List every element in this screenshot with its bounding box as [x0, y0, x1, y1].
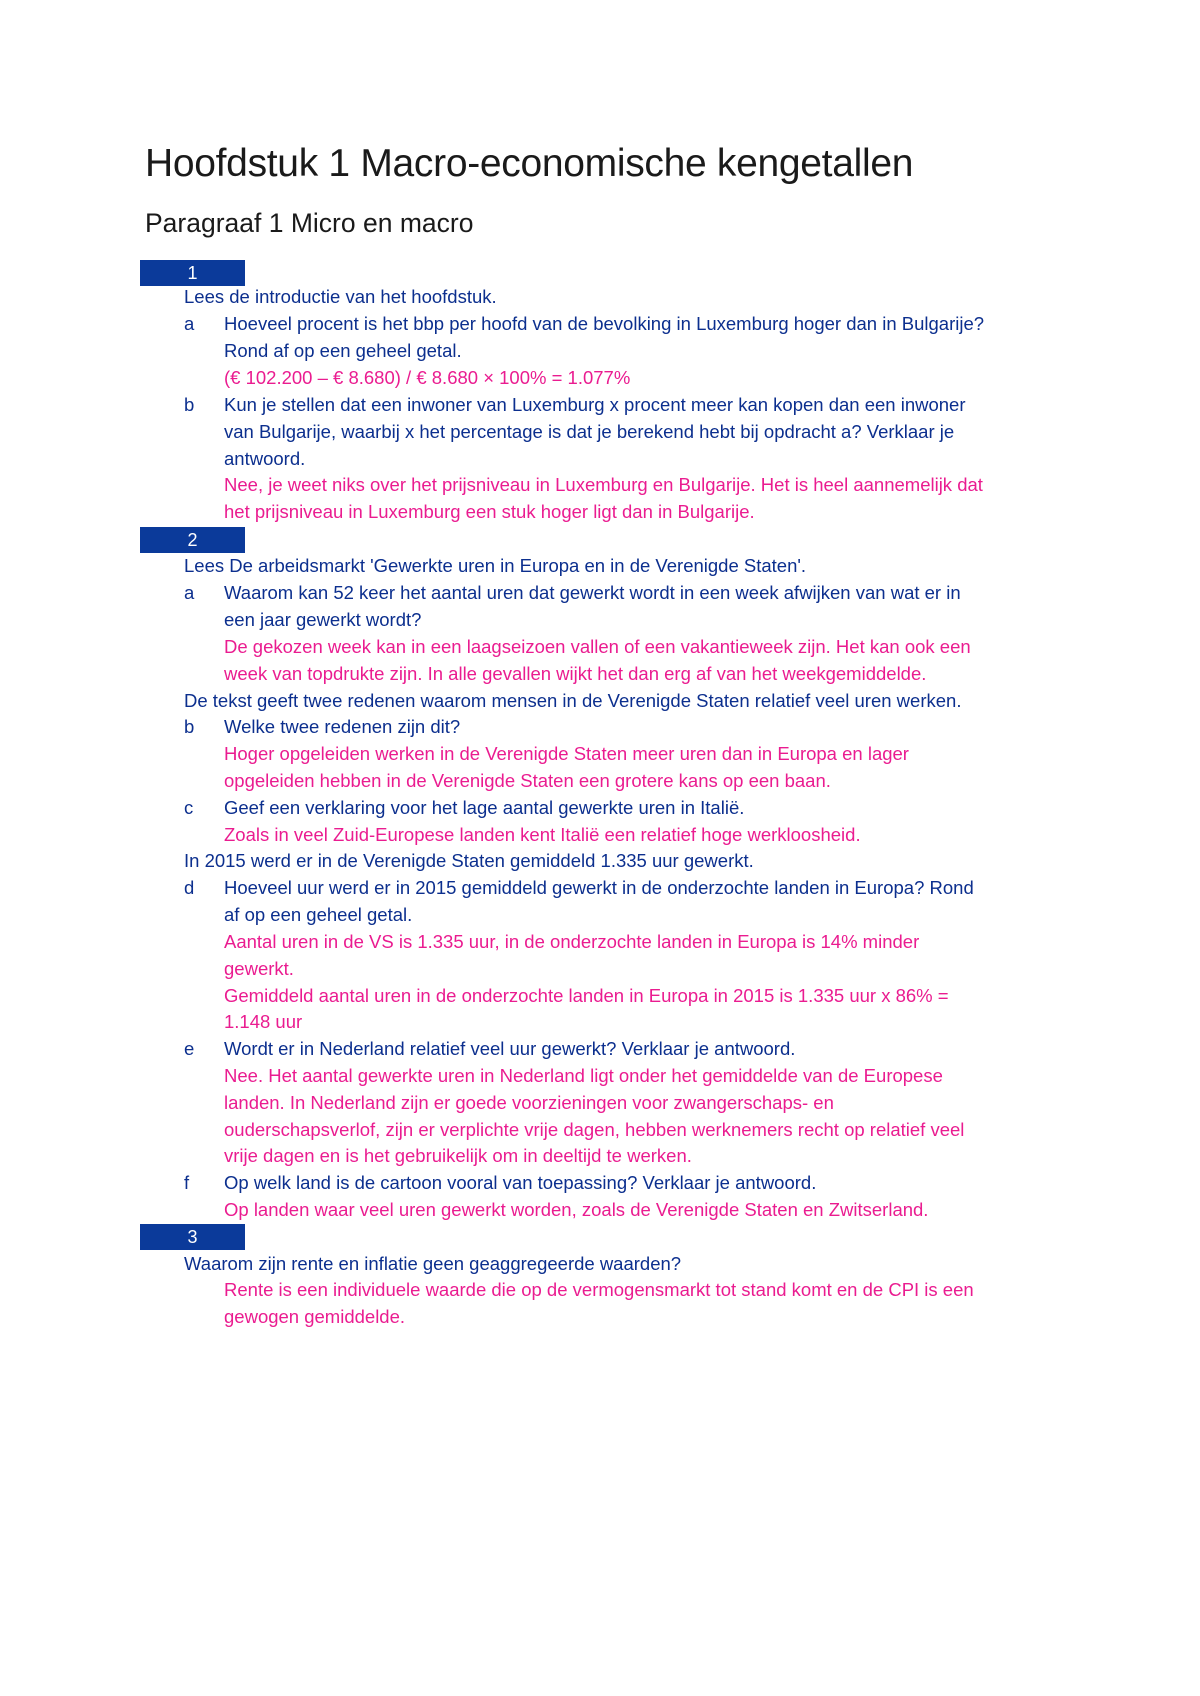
- question-text: af op een geheel getal.: [224, 904, 413, 925]
- answer-text: week van topdrukte zijn. In alle gevallen wijkt het dan erg af van het weekgemiddelde.: [224, 663, 927, 684]
- exercise-intro: Lees de introductie van het hoofdstuk.: [184, 286, 497, 307]
- answer-text: Hoger opgeleiden werken in de Verenigde Staten meer uren dan in Europa en lager: [224, 743, 909, 764]
- section-title: Paragraaf 1 Micro en macro: [145, 208, 474, 238]
- page-title: Hoofdstuk 1 Macro-economische kengetallen: [145, 142, 914, 185]
- exercise-intro: Lees De arbeidsmarkt 'Gewerkte uren in Europa en in de Verenigde Staten'.: [184, 555, 807, 576]
- answer-text: vrije dagen en is het gebruikelijk om in deeltijd te werken.: [224, 1145, 692, 1166]
- answer-text: Zoals in veel Zuid-Europese landen kent Italië een relatief hoge werkloosheid.: [224, 824, 861, 845]
- question-text: Hoeveel procent is het bbp per hoofd van de bevolking in Luxemburg hoger dan in Bulgarije?: [224, 313, 985, 334]
- exercise-number-bar: 1: [140, 260, 245, 286]
- answer-text: Aantal uren in de VS is 1.335 uur, in de onderzochte landen in Europa is 14% minder: [224, 931, 920, 952]
- answer-text: De gekozen week kan in een laagseizoen vallen of een vakantieweek zijn. Het kan ook een: [224, 636, 971, 657]
- answer-text: (€ 102.200 – € 8.680) / € 8.680 × 100% = 1.077%: [224, 367, 631, 388]
- question-label: c: [184, 797, 194, 818]
- answer-text: landen. In Nederland zijn er goede voorzieningen voor zwangerschaps- en: [224, 1092, 834, 1113]
- answer-text: Op landen waar veel uren gewerkt worden, zoals de Verenigde Staten en Zwitserland.: [224, 1199, 929, 1220]
- answer-text: 1.148 uur: [224, 1011, 303, 1032]
- question-text: Welke twee redenen zijn dit?: [224, 716, 461, 737]
- exercise-number-bar: 3: [140, 1224, 245, 1250]
- question-label: b: [184, 394, 195, 415]
- question-label: f: [184, 1172, 190, 1193]
- question-text: een jaar gewerkt wordt?: [224, 609, 422, 630]
- exercise-number-bar: 2: [140, 527, 245, 553]
- question-text: Wordt er in Nederland relatief veel uur gewerkt? Verklaar je antwoord.: [224, 1038, 796, 1059]
- question-text: Hoeveel uur werd er in 2015 gemiddeld gewerkt in de onderzochte landen in Europa? Rond: [224, 877, 974, 898]
- context-text: In 2015 werd er in de Verenigde Staten gemiddeld 1.335 uur gewerkt.: [184, 850, 754, 871]
- answer-text: gewogen gemiddelde.: [224, 1306, 406, 1327]
- question-label: d: [184, 877, 195, 898]
- answer-text: opgeleiden hebben in de Verenigde Staten een grotere kans op een baan.: [224, 770, 831, 791]
- answer-text: Nee, je weet niks over het prijsniveau in Luxemburg en Bulgarije. Het is heel aannemelijk dat: [224, 474, 983, 495]
- question-text: Op welk land is de cartoon vooral van toepassing? Verklaar je antwoord.: [224, 1172, 817, 1193]
- question-label: a: [184, 582, 195, 603]
- answer-text: Nee. Het aantal gewerkte uren in Nederland ligt onder het gemiddelde van de Europese: [224, 1065, 943, 1086]
- answer-text: het prijsniveau in Luxemburg een stuk hoger ligt dan in Bulgarije.: [224, 501, 755, 522]
- answer-text: Gemiddeld aantal uren in de onderzochte landen in Europa in 2015 is 1.335 uur x 86% =: [224, 985, 949, 1006]
- question-text: Waarom kan 52 keer het aantal uren dat gewerkt wordt in een week afwijken van wat er in: [224, 582, 961, 603]
- exercise-intro: Waarom zijn rente en inflatie geen geaggregeerde waarden?: [184, 1253, 682, 1274]
- question-text: Kun je stellen dat een inwoner van Luxemburg x procent meer kan kopen dan een inwoner: [224, 394, 966, 415]
- question-text: van Bulgarije, waarbij x het percentage is dat je berekend hebt bij opdracht a? Verklaar je: [224, 421, 955, 442]
- question-label: a: [184, 313, 195, 334]
- question-text: antwoord.: [224, 448, 306, 469]
- question-text: Geef een verklaring voor het lage aantal gewerkte uren in Italië.: [224, 797, 745, 818]
- question-label: b: [184, 716, 195, 737]
- question-text: Rond af op een geheel getal.: [224, 340, 462, 361]
- answer-text: ouderschapsverlof, zijn er verplichte vrije dagen, hebben werknemers recht op relatief veel: [224, 1119, 965, 1140]
- answer-text: gewerkt.: [224, 958, 294, 979]
- answer-text: Rente is een individuele waarde die op de vermogensmarkt tot stand komt en de CPI is een: [224, 1279, 974, 1300]
- question-label: e: [184, 1038, 195, 1059]
- context-text: De tekst geeft twee redenen waarom mensen in de Verenigde Staten relatief veel uren werken.: [184, 690, 962, 711]
